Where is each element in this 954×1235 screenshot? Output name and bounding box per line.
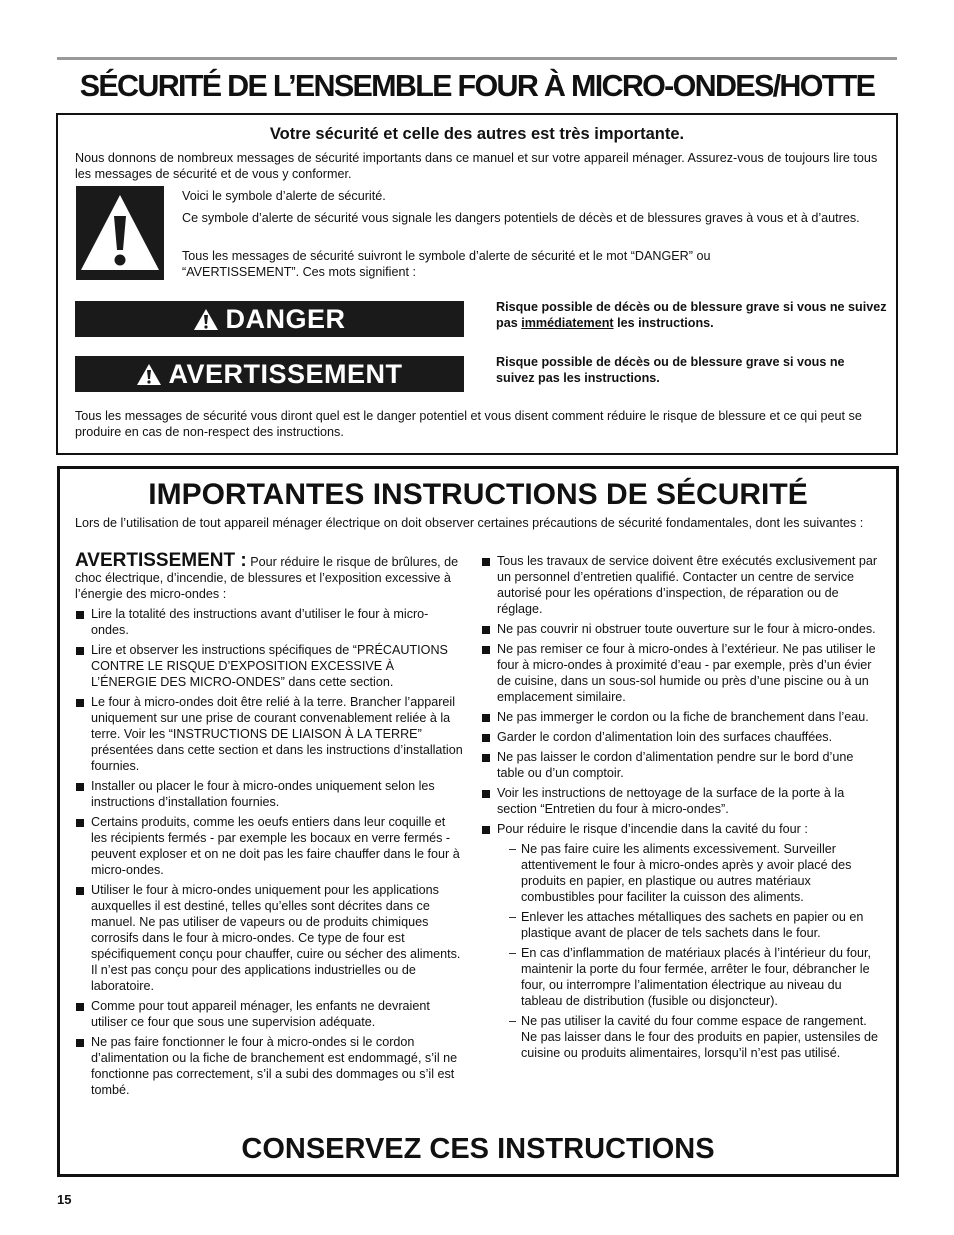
sub-list-item — [509, 841, 883, 905]
warning-text: Pour réduire le risque de brûlures, de choc électrique, d’incendie, de blessures et l’exposition excessive à l’énergie des micro-ondes : — [75, 555, 459, 601]
symbol-line-1: Voici le symbole d’alerte de sécurité. — [182, 189, 386, 203]
sub-list-item-text: Ne pas faire cuire les aliments excessivement. Surveiller attentivement le four à micro-ondes après y avoir placé des produits en papier, en plastique ou autres matériaux combustibles pour faciliter la cuisson des aliments. — [521, 842, 852, 904]
list-item-text: Installer ou placer le four à micro-ondes uniquement selon les instructions d’installation fournies. — [91, 779, 435, 809]
sub-list-item — [509, 1013, 883, 1061]
top-rule — [57, 57, 897, 60]
list-item — [481, 621, 883, 637]
symbol-line-2: Ce symbole d’alerte de sécurité vous signale les dangers potentiels de décès et de blessures graves à vous et à d’autres. — [182, 211, 860, 225]
list-item — [75, 606, 463, 638]
symbol-line-3: Tous les messages de sécurité suivront le symbole d’alerte de sécurité et le mot “DANGER” ou “AVERTISSEMENT”. Ces mots signifient : — [182, 249, 711, 279]
bullet-square-icon — [482, 646, 490, 654]
list-item-text: Ne pas remiser ce four à micro-ondes à l’extérieur. Ne pas utiliser le four à micro-ondes à proximité d’eau - par exemple, près d’un évier de cuisine, dans un sous-sol humide ou près d’une piscine ou à un emplacement similaire. — [497, 642, 876, 704]
list-item — [481, 641, 883, 705]
bullet-square-icon — [76, 783, 84, 791]
instructions-title: IMPORTANTES INSTRUCTIONS DE SÉCURITÉ — [148, 478, 808, 511]
page-number: 15 — [57, 1192, 72, 1207]
list-item — [481, 749, 883, 781]
warning-description: Risque possible de décès ou de blessure grave si vous ne suivez pas les instructions. — [496, 355, 845, 385]
list-item — [481, 729, 883, 745]
fire-sublist — [497, 841, 883, 1061]
bullet-square-icon — [482, 558, 490, 566]
safety-box — [56, 113, 898, 455]
sub-list-item — [509, 945, 883, 1009]
list-item-text: Le four à micro-ondes doit être relié à la terre. Brancher l’appareil uniquement sur une prise de courant convenablement reliée à la terre. Voir les “INSTRUCTIONS DE LIAISON À LA TERRE” présentées dans cette section et dans les instructions d’installation fournies. — [91, 695, 463, 773]
bullet-square-icon — [76, 819, 84, 827]
instructions-box — [57, 466, 899, 1177]
list-item — [481, 709, 883, 725]
warning-label: AVERTISSEMENT — [168, 358, 403, 389]
list-item — [75, 882, 463, 994]
bullet-square-icon — [482, 790, 490, 798]
warning-lead — [75, 550, 463, 602]
list-item — [75, 694, 463, 774]
list-item-text: Lire et observer les instructions spécifiques de “PRÉCAUTIONS CONTRE LE RISQUE D’EXPOSITION EXCESSIVE À L’ÉNERGIE DES MICRO-ONDES” dans cette section. — [91, 643, 448, 689]
bullet-square-icon — [76, 1003, 84, 1011]
list-item-text: Ne pas couvrir ni obstruer toute ouverture sur le four à micro-ondes. — [497, 622, 876, 636]
warning-banner — [75, 356, 464, 392]
safety-footer: Tous les messages de sécurité vous diront quel est le danger potentiel et vous disent comment réduire le risque de blessure et ce qui peut se produire en cas de non-respect des instructions. — [75, 409, 862, 439]
list-item — [75, 1034, 463, 1098]
list-item — [75, 814, 463, 878]
bullet-square-icon — [482, 734, 490, 742]
danger-desc-before: Risque possible de décès ou de blessure grave si vous ne suivez pas — [496, 300, 887, 330]
list-item — [481, 785, 883, 817]
bullet-square-icon — [76, 699, 84, 707]
list-item-text: Pour réduire le risque d’incendie dans la cavité du four : — [497, 822, 808, 836]
bullet-square-icon — [482, 754, 490, 762]
left-list — [75, 606, 463, 1098]
list-item — [481, 821, 883, 1061]
danger-desc-after: les instructions. — [613, 316, 714, 330]
bullet-square-icon — [482, 826, 490, 834]
bullet-square-icon — [482, 626, 490, 634]
warning-word: AVERTISSEMENT : — [75, 550, 247, 571]
keep-instructions: CONSERVEZ CES INSTRUCTIONS — [241, 1133, 715, 1165]
list-item — [75, 642, 463, 690]
safety-heading: Votre sécurité et celle des autres est très importante. — [269, 125, 685, 143]
dash-bullet: – — [509, 842, 517, 856]
right-column — [481, 553, 883, 1065]
list-item-text: Garder le cordon d’alimentation loin des surfaces chauffées. — [497, 730, 833, 744]
instructions-intro: Lors de l’utilisation de tout appareil ménager électrique on doit observer certaines précautions de sécurité fondamentales, dont les suivantes : — [75, 516, 864, 530]
list-item — [75, 778, 463, 810]
list-item-text: Utiliser le four à micro-ondes uniquement pour les applications auxquelles il est destiné, telles qu’elles sont décrites dans ce manuel. Ne pas utiliser de vapeurs ou de produits chimiques corrosifs dans le four à micro-ondes. Ce type de four est spécifiquement conçu pour chauffer, cuire ou sécher des aliments. Il n’est pas conçu pour des applications industrielles ou de laboratoire. — [91, 883, 461, 993]
bullet-square-icon — [76, 647, 84, 655]
list-item-text: Ne pas immerger le cordon ou la fiche de branchement dans l’eau. — [497, 710, 869, 724]
sub-list-item-text: Ne pas utiliser la cavité du four comme espace de rangement. Ne pas laisser dans le four des produits en papier, ustensiles de cuisine ou produits alimentaires, lorsqu’il n’est pas utilisé. — [521, 1014, 879, 1060]
danger-banner — [75, 301, 464, 337]
alert-triangle-icon — [136, 363, 162, 386]
list-item-text: Ne pas faire fonctionner le four à micro-ondes si le cordon d’alimentation ou la fiche de branchement est endommagé, s’il ne fonctionne pas correctement, s’il a subi des dommages ou s’il est tombé. — [91, 1035, 458, 1097]
danger-desc-underlined: immédiatement — [521, 316, 614, 330]
list-item — [481, 553, 883, 617]
sub-list-item-text: En cas d’inflammation de matériaux placés à l’intérieur du four, maintenir la porte du four fermée, arrêter le four, débrancher le four, ou interrompre l’alimentation électrique au niveau du tableau de distribution (fusible ou disjoncteur). — [521, 946, 872, 1008]
list-item-text: Ne pas laisser le cordon d’alimentation pendre sur le bord d’une table ou d’un comptoir. — [497, 750, 854, 780]
bullet-square-icon — [482, 714, 490, 722]
dash-bullet: – — [509, 910, 517, 924]
list-item-text: Certains produits, comme les oeufs entiers dans leur coquille et les récipients fermés - par exemple les bocaux en verre fermés - peuvent exploser et on ne doit pas les faire chauffer dans le four à micro-ondes. — [91, 815, 460, 877]
alert-triangle-icon — [193, 308, 219, 331]
list-item-text: Voir les instructions de nettoyage de la surface de la porte à la section “Entretien du four à micro-ondes”. — [497, 786, 845, 816]
page-title: SÉCURITÉ DE L’ENSEMBLE FOUR À MICRO-ONDES/HOTTE — [79, 69, 875, 103]
dash-bullet: – — [509, 1014, 517, 1028]
list-item-text: Lire la totalité des instructions avant d’utiliser le four à micro-ondes. — [91, 607, 429, 637]
list-item-text: Comme pour tout appareil ménager, les enfants ne devraient utiliser ce four que sous une supervision adéquate. — [91, 999, 430, 1029]
list-item — [75, 998, 463, 1030]
sub-list-item-text: Enlever les attaches métalliques des sachets en papier ou en plastique avant de placer de tels sachets dans le four. — [521, 910, 864, 940]
danger-label: DANGER — [225, 303, 346, 334]
safety-alert-icon — [76, 186, 164, 280]
dash-bullet: – — [509, 946, 517, 960]
bullet-square-icon — [76, 887, 84, 895]
bullet-square-icon — [76, 611, 84, 619]
bullet-square-icon — [76, 1039, 84, 1047]
left-column — [75, 550, 463, 1102]
list-item-text: Tous les travaux de service doivent être exécutés exclusivement par un personnel d’entretien qualifié. Contacter un centre de service autorisé pour les opérations d’inspection, de réparation ou de réglage. — [497, 554, 878, 616]
danger-description — [496, 299, 891, 331]
safety-intro: Nous donnons de nombreux messages de sécurité importants dans ce manuel et sur votre appareil ménager. Assurez-vous de toujours lire tous les messages de sécurité et de vous y conformer. — [75, 151, 878, 181]
right-list — [481, 553, 883, 1061]
sub-list-item — [509, 909, 883, 941]
